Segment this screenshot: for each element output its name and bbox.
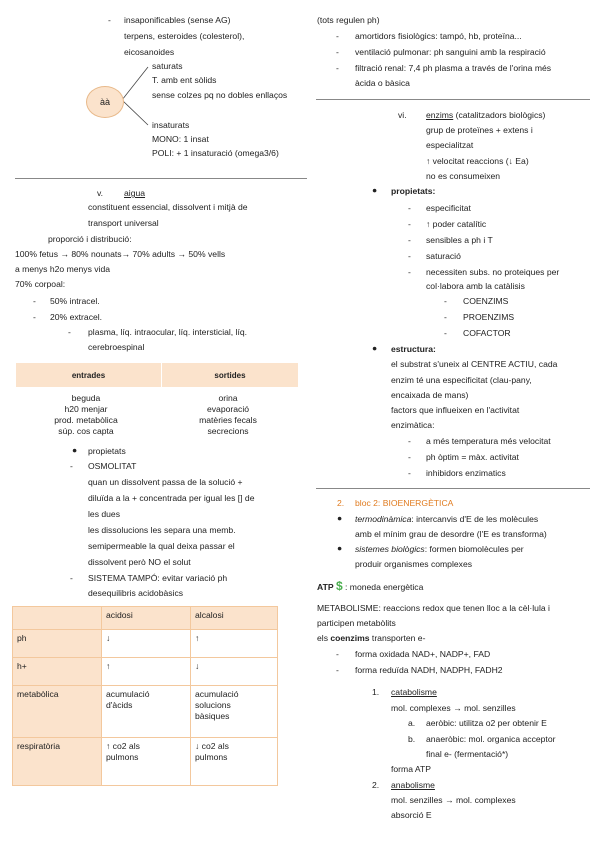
fatty-acid-oval	[86, 86, 124, 118]
text-line: METABOLISME: reaccions redox que tenen lloc a la cèl·lula i	[317, 603, 550, 613]
section-number: v.	[97, 188, 104, 198]
column-header: entrades	[16, 363, 162, 388]
table-cell: ↑ co2 als pulmons	[102, 738, 191, 786]
branch-lines	[120, 55, 150, 135]
row-label: h+	[13, 658, 102, 686]
list-dash: -	[336, 665, 339, 675]
list-item: forma reduïda NADH, NADPH, FADH2	[355, 665, 503, 675]
list-dash: -	[336, 649, 339, 659]
list-item: beguda	[71, 393, 101, 403]
list-dash: -	[444, 296, 447, 306]
list-dash: -	[33, 296, 36, 306]
saturats-heading: saturats	[152, 61, 183, 71]
text-line: propietats	[88, 446, 126, 456]
text-line: 70% corpoal:	[15, 279, 66, 289]
divider	[316, 99, 590, 100]
section-number: vi.	[398, 110, 407, 120]
table-row	[13, 630, 278, 658]
list-dash: -	[408, 203, 411, 213]
list-dash: -	[336, 63, 339, 73]
text-line: a menys h2o menys vida	[15, 264, 111, 274]
column-header: sortides	[161, 363, 298, 388]
list-dash: -	[444, 328, 447, 338]
list-dash: -	[336, 31, 339, 41]
tampo-heading: SISTEMA TAMPÓ: evitar variació ph	[88, 573, 228, 583]
list-dash: -	[408, 219, 411, 229]
text-line: 100% fetus → 80% nounats→ 70% adults → 50% vells	[15, 249, 226, 259]
column-header: acidosi	[102, 607, 191, 630]
list-item: necessiten subs. no proteiques per	[426, 267, 560, 277]
text-line: amortidors fisiològics: tampó, hb, proteïna...	[355, 31, 522, 41]
section-number: 2.	[337, 498, 345, 508]
list-dash: -	[336, 47, 339, 57]
anabolisme-heading: anabolisme	[391, 780, 435, 790]
list-dash: -	[70, 573, 73, 583]
table-cell: ↑	[102, 658, 191, 686]
list-dash: -	[33, 312, 36, 322]
list-letter: b.	[408, 734, 416, 744]
text-line: les dissolucions les separa una memb.	[88, 525, 236, 535]
list-item: súp. cos capta	[58, 426, 114, 436]
enzims-subtitle: (catalitzadors biològics)	[453, 110, 546, 120]
text-line: participen metabòlits	[317, 618, 396, 628]
coenz-term: coenzims	[330, 633, 370, 643]
table-cell: ↓	[102, 630, 191, 658]
catabolisme-heading: catabolisme	[391, 687, 437, 697]
text-line: diluïda a la + concentrada per igual les [] de	[88, 493, 255, 503]
text-line: quan un dissolvent passa de la solució +	[88, 477, 243, 487]
bullet: ●	[72, 445, 78, 455]
row-label: ph	[13, 630, 102, 658]
table-row	[13, 686, 278, 738]
text-line: forma ATP	[391, 764, 431, 774]
osmolitat-heading: OSMOLITAT	[88, 461, 137, 471]
text-line: semipermeable la qual deixa passar el	[88, 541, 235, 551]
propietats-heading: propietats:	[391, 186, 436, 196]
list-dash: -	[108, 15, 111, 25]
insaponificables-heading: insaponificables (sense AG)	[124, 15, 231, 25]
list-item: h20 menjar	[64, 404, 108, 414]
text-line: desequilibris acidobàsics	[88, 588, 184, 598]
text-line: encaixada de mans)	[391, 390, 469, 400]
divider	[15, 178, 307, 179]
sortides-list	[157, 393, 299, 437]
list-item: ↑ poder catalític	[426, 219, 487, 229]
list-item: col·labora amb la catàlisis	[426, 281, 525, 291]
text-line: MONO: 1 insat	[152, 134, 209, 144]
text-line: no es consumeixen	[426, 171, 501, 181]
list-item: anaeròbic: mol. organica acceptor	[426, 734, 556, 744]
table-cell: acumulació solucions bàsiques	[191, 686, 278, 738]
text-line: plasma, líq. intraocular, líq. intersticial, líq.	[88, 327, 248, 337]
text-line: POLI: + 1 insaturació (omega3/6)	[152, 148, 279, 158]
list-item: orina	[218, 393, 238, 403]
bullet: ●	[337, 513, 343, 523]
text-line: 20% extracel.	[50, 312, 103, 322]
oval-label: àà	[99, 97, 110, 107]
text-line: les dues	[88, 509, 121, 519]
atp-term: ATP	[317, 582, 334, 592]
row-label: respiratòria	[13, 738, 102, 786]
text-line: transport universal	[88, 218, 159, 228]
bullet: ●	[372, 185, 378, 195]
list-item: inhibidors enzimatics	[426, 468, 506, 478]
coenz-prefix: els	[317, 633, 331, 643]
list-item: secrecions	[207, 426, 249, 436]
text-line	[355, 544, 524, 555]
list-item: especificitat	[426, 203, 471, 213]
list-dash: -	[68, 327, 71, 337]
text-line: absorció E	[391, 810, 432, 820]
cofactor-item: COENZIMS	[463, 296, 509, 306]
atp-line	[317, 579, 423, 595]
table-cell: ↓	[191, 658, 278, 686]
bullet: ●	[372, 343, 378, 353]
list-item: ph òptim = màx. activitat	[426, 452, 519, 462]
list-item: aeròbic: utilitza o2 per obtenir E	[426, 718, 547, 728]
list-item: evaporació	[206, 404, 250, 414]
list-dash: -	[408, 468, 411, 478]
coenz-def: transporten e-	[369, 633, 426, 643]
table-row	[13, 738, 278, 786]
text-line: enzimàtica:	[391, 420, 435, 430]
list-dash: -	[408, 267, 411, 277]
table-cell: acumulació d'àcids	[102, 686, 191, 738]
money-icon: $	[335, 579, 343, 593]
divider	[316, 488, 590, 489]
section-number: 1.	[372, 687, 380, 697]
text-line: sense colzes pq no dobles enllaços	[152, 90, 288, 100]
text-line: proporció i distribució:	[48, 234, 132, 244]
list-dash: -	[70, 461, 73, 471]
cofactor-item: PROENZIMS	[463, 312, 515, 322]
text-line: mol. complexes → mol. senzilles	[391, 703, 516, 713]
list-item: sensibles a ph i T	[426, 235, 493, 245]
text-line: el substrat s'uneix al CENTRE ACTIU, cada	[391, 359, 558, 369]
table-row	[13, 658, 278, 686]
text-line: dissolvent però NO el solut	[88, 557, 191, 567]
list-item: saturació	[426, 251, 461, 261]
text-line: ventilació pulmonar: ph sanguini amb la respiració	[355, 47, 546, 57]
table-cell: ↑	[191, 630, 278, 658]
text-line: mol. senzilles → mol. complexes	[391, 795, 516, 805]
list-dash: -	[408, 251, 411, 261]
list-item: a més temperatura més velocitat	[426, 436, 551, 446]
text-line: especialitzat	[426, 140, 474, 150]
list-dash: -	[408, 436, 411, 446]
acid-base-table	[12, 606, 278, 786]
table-cell: ↓ co2 als pulmons	[191, 738, 278, 786]
insaturats-heading: insaturats	[152, 120, 190, 130]
aigua-heading: aigua	[124, 188, 146, 198]
enzims-title: enzims	[426, 110, 454, 120]
entrades-list	[15, 393, 157, 437]
text-line: produir organismes complexes	[355, 559, 473, 569]
text-line: 50% intracel.	[50, 296, 100, 306]
estructura-title: estructura	[391, 344, 434, 354]
text-line	[355, 514, 538, 525]
text-line: factors que influeixen en l'activitat	[391, 405, 520, 415]
row-label: metabòlica	[13, 686, 102, 738]
list-item: matèries fecals	[199, 415, 257, 425]
table-cell	[13, 607, 102, 630]
propietats-title: propietats	[391, 186, 433, 196]
text-line: constituent essencial, dissolvent i mitjà de	[88, 202, 248, 212]
sist-def: : formen biomolècules per	[424, 544, 524, 554]
text-line: cerebroespinal	[88, 342, 145, 352]
text-line: filtració renal: 7,4 ph plasma a través de l'orina més	[355, 63, 552, 73]
estructura-heading: estructura:	[391, 344, 436, 354]
text-line: T. amb ent sòlids	[152, 75, 217, 85]
termo-term: termodinàmica	[355, 514, 412, 524]
text-line: amb el mínim grau de desordre (l'E es transforma)	[355, 529, 547, 539]
cofactor-item: COFACTOR	[463, 328, 511, 338]
text-line	[317, 633, 425, 644]
list-dash: -	[408, 235, 411, 245]
bloc-heading: bloc 2: BIOENERGÈTICA	[355, 498, 454, 508]
termo-def: : intercanvis d'E de les molècules	[411, 514, 539, 524]
list-item: forma oxidada NAD+, NADP+, FAD	[355, 649, 491, 659]
section-number: 2.	[372, 780, 380, 790]
enzims-heading	[426, 110, 545, 121]
text-line: ↑ velocitat reaccions (↓ Ea)	[426, 156, 529, 166]
text-line: àcida o bàsica	[355, 78, 410, 88]
list-dash: -	[444, 312, 447, 322]
bullet: ●	[337, 543, 343, 553]
text-line: (tots regulen ph)	[317, 15, 380, 25]
list-item: final e- (fermentació*)	[426, 749, 509, 759]
list-letter: a.	[408, 718, 416, 728]
water-io-table	[15, 362, 299, 388]
atp-def: : moneda energètica	[345, 582, 424, 592]
list-item: prod. metabòlica	[54, 415, 118, 425]
text-line: eicosanoides	[124, 47, 175, 57]
column-header: alcalosi	[191, 607, 278, 630]
text-line: terpens, esteroides (colesterol),	[124, 31, 245, 41]
sist-term: sistemes biològics	[355, 544, 425, 554]
text-line: enzim té una especificitat (clau-pany,	[391, 375, 532, 385]
text-line: grup de proteïnes + extens i	[426, 125, 533, 135]
list-dash: -	[408, 452, 411, 462]
